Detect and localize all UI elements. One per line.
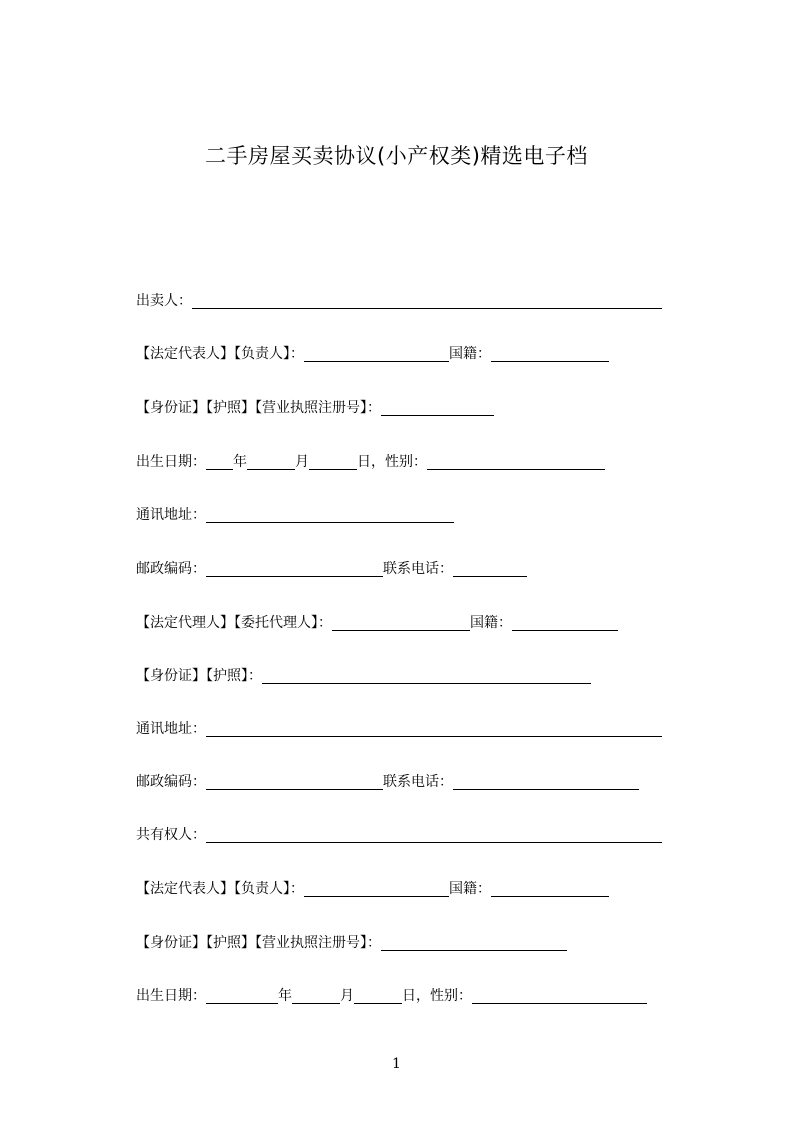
phone-label: 联系电话： (383, 774, 453, 790)
id-passport-blank[interactable] (262, 666, 591, 684)
co-owner-row (136, 823, 662, 845)
gender-blank[interactable] (427, 452, 605, 470)
day-gender-label: 日，性别： (357, 454, 427, 470)
page-number: 1 (392, 1056, 401, 1072)
seller-label: 出卖人： (136, 293, 192, 309)
agent-phone-blank[interactable] (453, 772, 639, 790)
birth-row (136, 450, 605, 472)
postcode-blank[interactable] (206, 559, 383, 577)
id-business-row (136, 396, 494, 418)
legal-rep-label: 【法定代表人】【负责人】： (136, 346, 304, 362)
month-label: 月 (295, 454, 309, 470)
birth-day-blank[interactable] (309, 452, 357, 470)
co-birth-month-blank[interactable] (292, 986, 340, 1004)
id-business-label: 【身份证】【护照】【营业执照注册号】： (136, 935, 381, 951)
year-label: 年 (233, 454, 247, 470)
seller-row (136, 289, 662, 311)
legal-rep-label: 【法定代表人】【负责人】： (136, 881, 304, 897)
address-blank[interactable] (206, 505, 454, 523)
id-business-blank[interactable] (381, 398, 494, 416)
agent-postcode-row (136, 770, 639, 792)
co-owner-label: 共有权人： (136, 827, 206, 843)
birth-label: 出生日期： (136, 988, 206, 1004)
address-label: 通讯地址： (136, 507, 206, 523)
postcode-label: 邮政编码： (136, 774, 206, 790)
co-owner-blank[interactable] (206, 825, 662, 843)
co-legal-rep-row (136, 877, 609, 899)
agent-address-blank[interactable] (206, 719, 662, 737)
co-legal-rep-blank[interactable] (304, 879, 449, 897)
birth-year-blank[interactable] (206, 452, 233, 470)
nationality-label: 国籍： (470, 615, 512, 631)
agent-nationality-blank[interactable] (512, 613, 618, 631)
month-label: 月 (340, 988, 354, 1004)
agent-row (136, 611, 618, 633)
co-nationality-blank[interactable] (491, 879, 609, 897)
nationality-label: 国籍： (449, 881, 491, 897)
nationality-blank[interactable] (491, 344, 609, 362)
address-label: 通讯地址： (136, 721, 206, 737)
co-gender-blank[interactable] (472, 986, 647, 1004)
co-id-business-blank[interactable] (381, 933, 567, 951)
agent-label: 【法定代理人】【委托代理人】： (136, 615, 332, 631)
id-business-label: 【身份证】【护照】【营业执照注册号】： (136, 400, 381, 416)
agent-blank[interactable] (332, 613, 470, 631)
document-title: 二手房屋买卖协议(小产权类)精选电子档 (205, 144, 588, 168)
phone-label: 联系电话： (383, 561, 453, 577)
co-birth-year-blank[interactable] (206, 986, 278, 1004)
birth-month-blank[interactable] (247, 452, 295, 470)
postcode-row (136, 557, 527, 579)
co-birth-day-blank[interactable] (354, 986, 402, 1004)
address-row (136, 503, 454, 525)
id-passport-row (136, 664, 591, 686)
co-birth-row (136, 984, 647, 1006)
id-passport-label: 【身份证】【护照】： (136, 668, 262, 684)
birth-label: 出生日期： (136, 454, 206, 470)
co-id-business-row (136, 931, 567, 953)
phone-blank[interactable] (453, 559, 527, 577)
legal-rep-blank[interactable] (304, 344, 449, 362)
year-label: 年 (278, 988, 292, 1004)
nationality-label: 国籍： (449, 346, 491, 362)
seller-blank[interactable] (192, 291, 662, 309)
agent-postcode-blank[interactable] (206, 772, 383, 790)
postcode-label: 邮政编码： (136, 561, 206, 577)
day-gender-label: 日，性别： (402, 988, 472, 1004)
legal-rep-row (136, 342, 609, 364)
agent-address-row (136, 717, 662, 739)
